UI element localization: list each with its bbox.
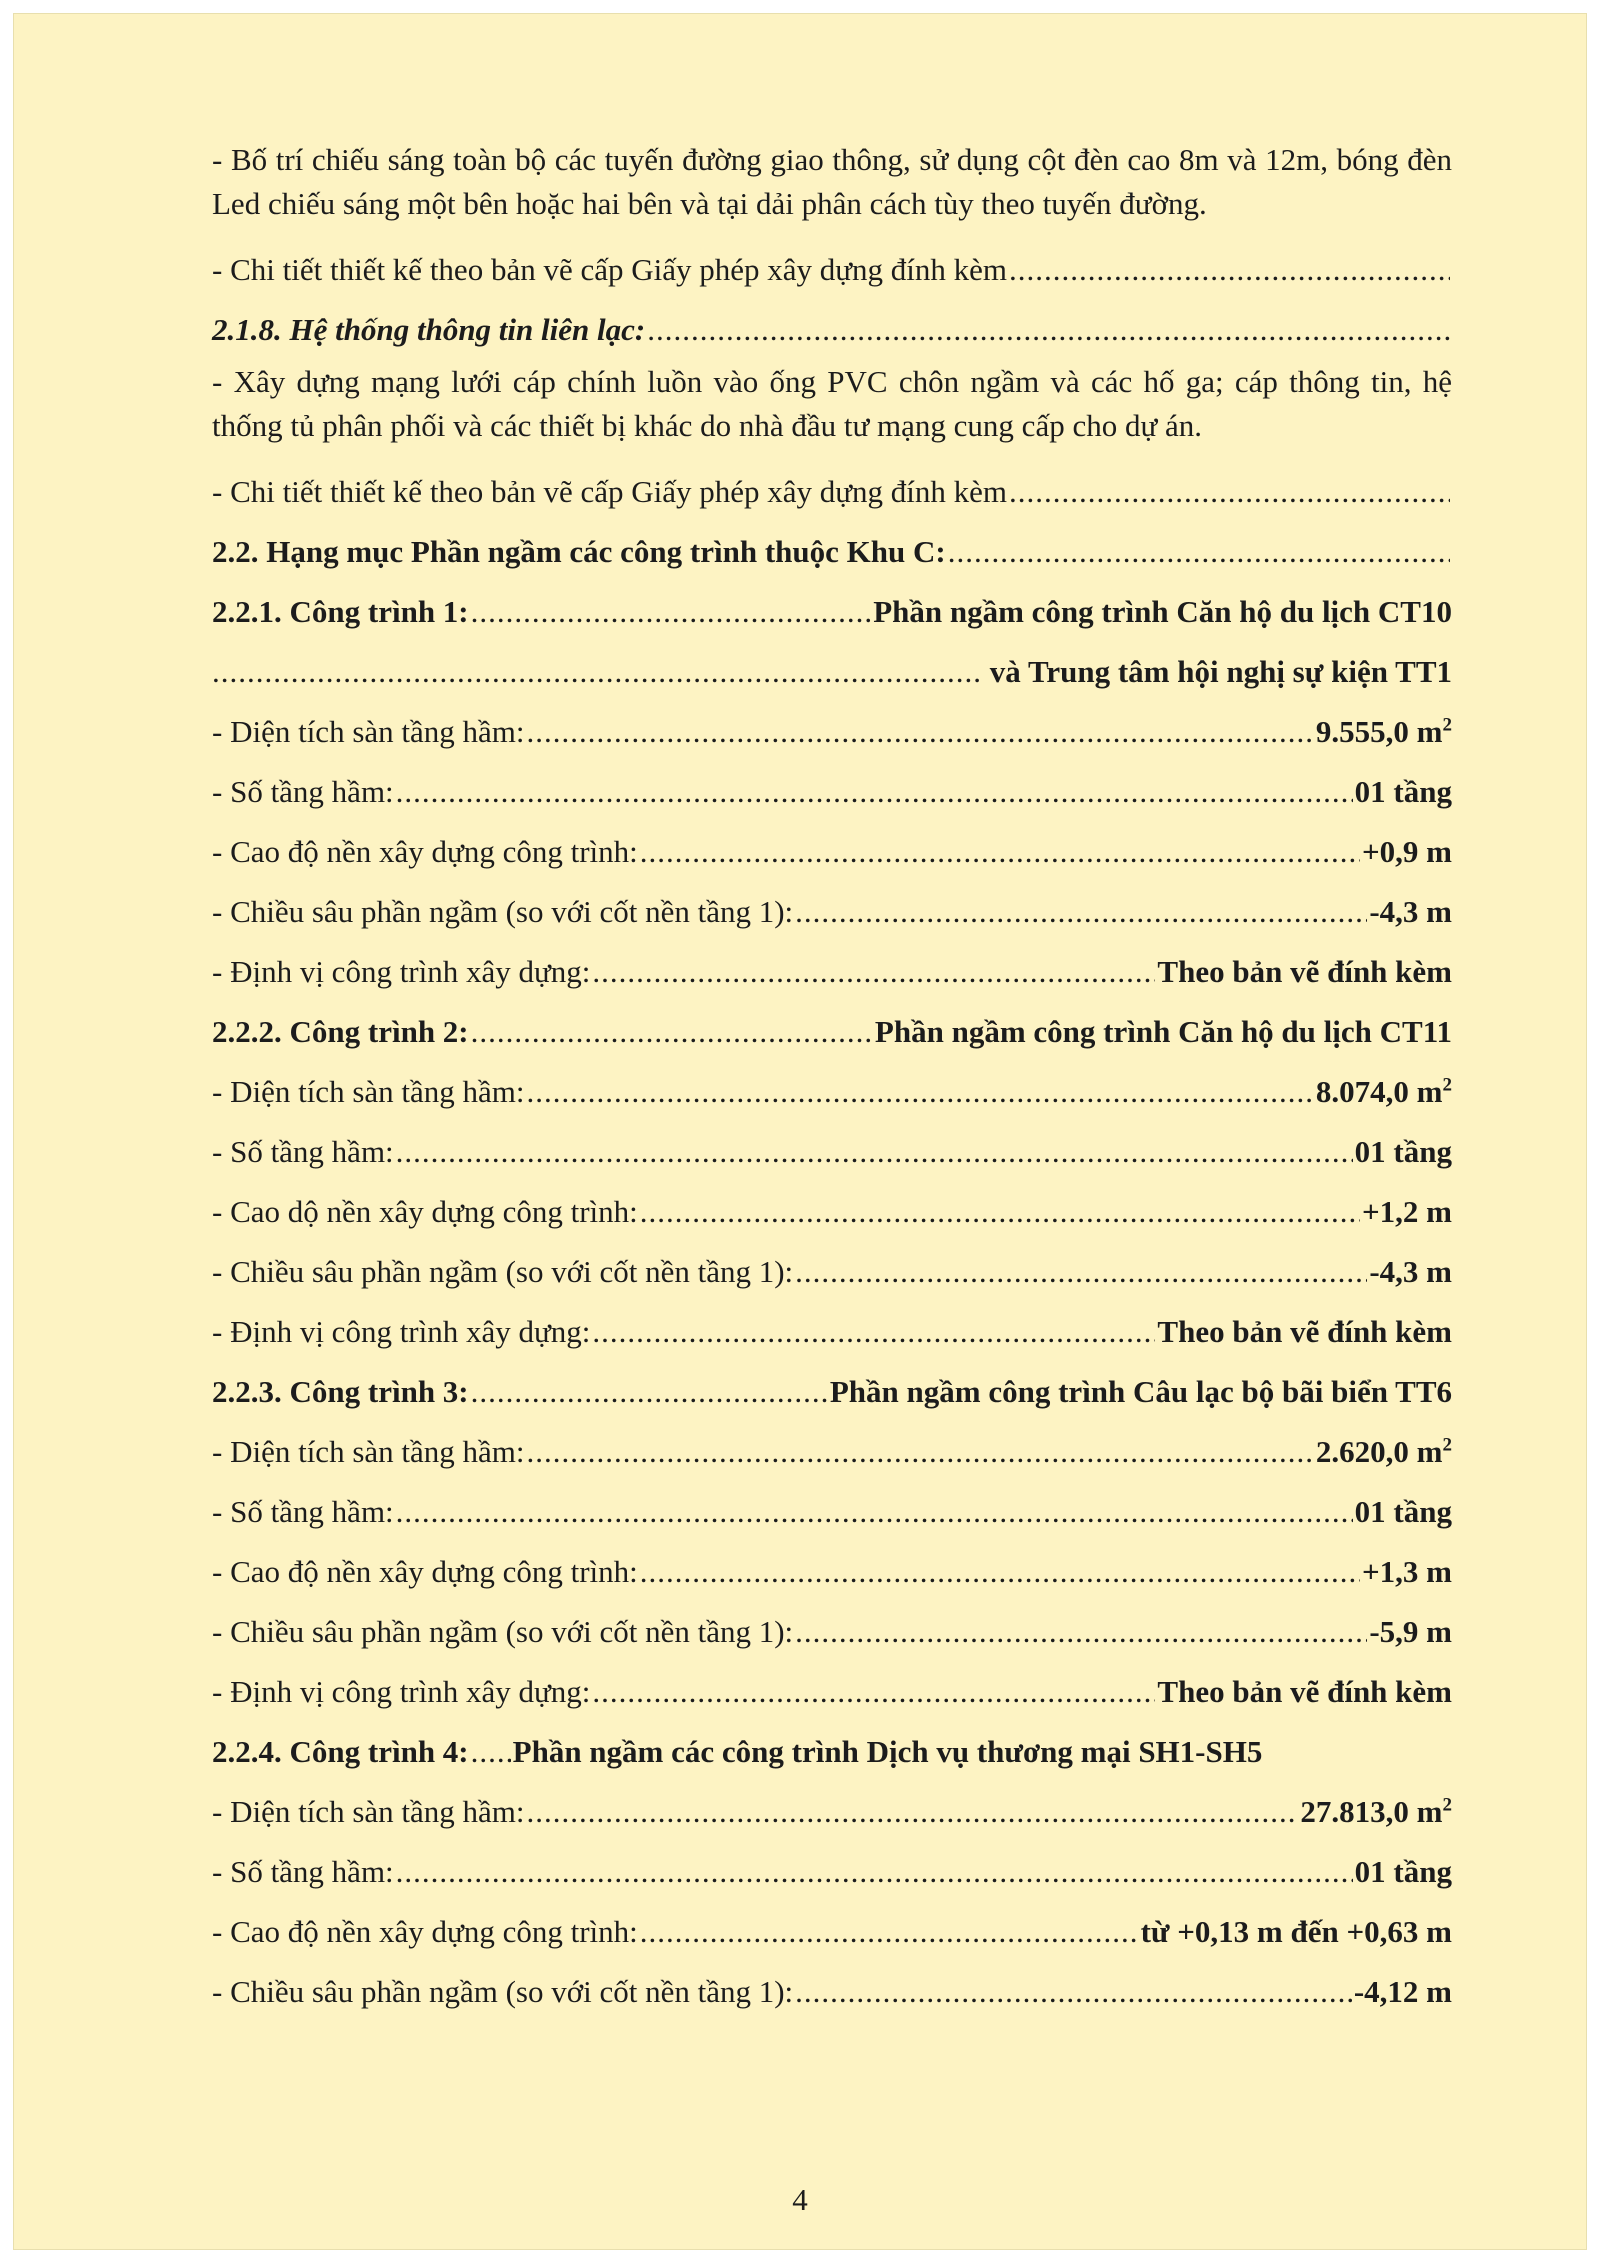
document-body <box>212 138 1452 2022</box>
work-3-area: - Diện tích sàn tầng hầm: ..... 2.620,0 $m^2$ <box>212 1422 1452 1482</box>
work-3-location: - Định vị công trình xây dựng: ..... Theo bản vẽ đính kèm <box>212 1662 1452 1722</box>
work-1-floors: - Số tầng hầm: ..... 01 tầng <box>212 762 1452 822</box>
work-2-elevation: - Cao dộ nền xây dựng công trình: ..... +1,2 m <box>212 1182 1452 1242</box>
work-4-area: - Diện tích sàn tầng hầm: ..... 27.813,0 $m^2$ <box>212 1782 1452 1842</box>
page-number: 4 <box>792 2182 808 2217</box>
work-3-title: 2.2.3. Công trình 3: ..... Phần ngầm công trình Câu lạc bộ bãi biển TT6 <box>212 1362 1452 1422</box>
work-1-title: 2.2.1. Công trình 1: ..... Phần ngầm công trình Căn hộ du lịch CT10 <box>212 582 1452 642</box>
work-2-location: - Định vị công trình xây dựng: ..... Theo bản vẽ đính kèm <box>212 1302 1452 1362</box>
section-218-heading: 2.1.8. Hệ thống thông tin liên lạc: ..... <box>212 300 1452 360</box>
lighting-paragraph: - Bố trí chiếu sáng toàn bộ các tuyến đường giao thông, sử dụng cột đèn cao 8m và 12m, bóng đèn Led chiếu sáng một bên hoặc hai bên và tại dải phân cách tùy theo tuyến đường. <box>212 142 1452 221</box>
work-3-elevation: - Cao độ nền xây dựng công trình: ..... +1,3 m <box>212 1542 1452 1602</box>
section-22-heading: 2.2. Hạng mục Phần ngầm các công trình thuộc Khu C: ..... <box>212 522 1452 582</box>
work-2-title: 2.2.2. Công trình 2: ..... Phần ngầm công trình Căn hộ du lịch CT11 <box>212 1002 1452 1062</box>
work-3-floors: - Số tầng hầm: ..... 01 tầng <box>212 1482 1452 1542</box>
work-2-depth: - Chiều sâu phần ngầm (so với cốt nền tầng 1): ..... -4,3 m <box>212 1242 1452 1302</box>
work-1-elevation: - Cao độ nền xây dựng công trình: ..... +0,9 m <box>212 822 1452 882</box>
work-1-depth: - Chiều sâu phần ngầm (so với cốt nền tầng 1): ..... -4,3 m <box>212 882 1452 942</box>
work-4-depth: - Chiều sâu phần ngầm (so với cốt nền tầng 1): ..... -4,12 m <box>212 1962 1452 2022</box>
work-1-area: - Diện tích sàn tầng hầm: ..... 9.555,0 $m^2$ <box>212 702 1452 762</box>
telecom-paragraph: - Xây dựng mạng lưới cáp chính luồn vào ống PVC chôn ngầm và các hố ga; cáp thông tin, hệ thống tủ phân phối và các thiết bị khác do nhà đầu tư mạng cung cấp cho dự án. <box>212 364 1452 443</box>
telecom-detail-line: - Chi tiết thiết kế theo bản vẽ cấp Giấy phép xây dựng đính kèm ..... <box>212 462 1452 522</box>
work-3-depth: - Chiều sâu phần ngầm (so với cốt nền tầng 1): ..... -5,9 m <box>212 1602 1452 1662</box>
work-2-area: - Diện tích sàn tầng hầm: ..... 8.074,0 $m^2$ <box>212 1062 1452 1122</box>
work-1-title-continuation: ..... và Trung tâm hội nghị sự kiện TT1 <box>212 642 1452 702</box>
work-4-elevation: - Cao độ nền xây dựng công trình: ..... từ +0,13 m đến +0,63 m <box>212 1902 1452 1962</box>
work-1-location: - Định vị công trình xây dựng: ..... Theo bản vẽ đính kèm <box>212 942 1452 1002</box>
work-4-title: 2.2.4. Công trình 4: ..... Phần ngầm các công trình Dịch vụ thương mại SH1-SH5 <box>212 1722 1452 1782</box>
work-4-floors: - Số tầng hầm: ..... 01 tầng <box>212 1842 1452 1902</box>
lighting-detail-line: - Chi tiết thiết kế theo bản vẽ cấp Giấy phép xây dựng đính kèm ..... <box>212 240 1452 300</box>
work-2-floors: - Số tầng hầm: ..... 01 tầng <box>212 1122 1452 1182</box>
